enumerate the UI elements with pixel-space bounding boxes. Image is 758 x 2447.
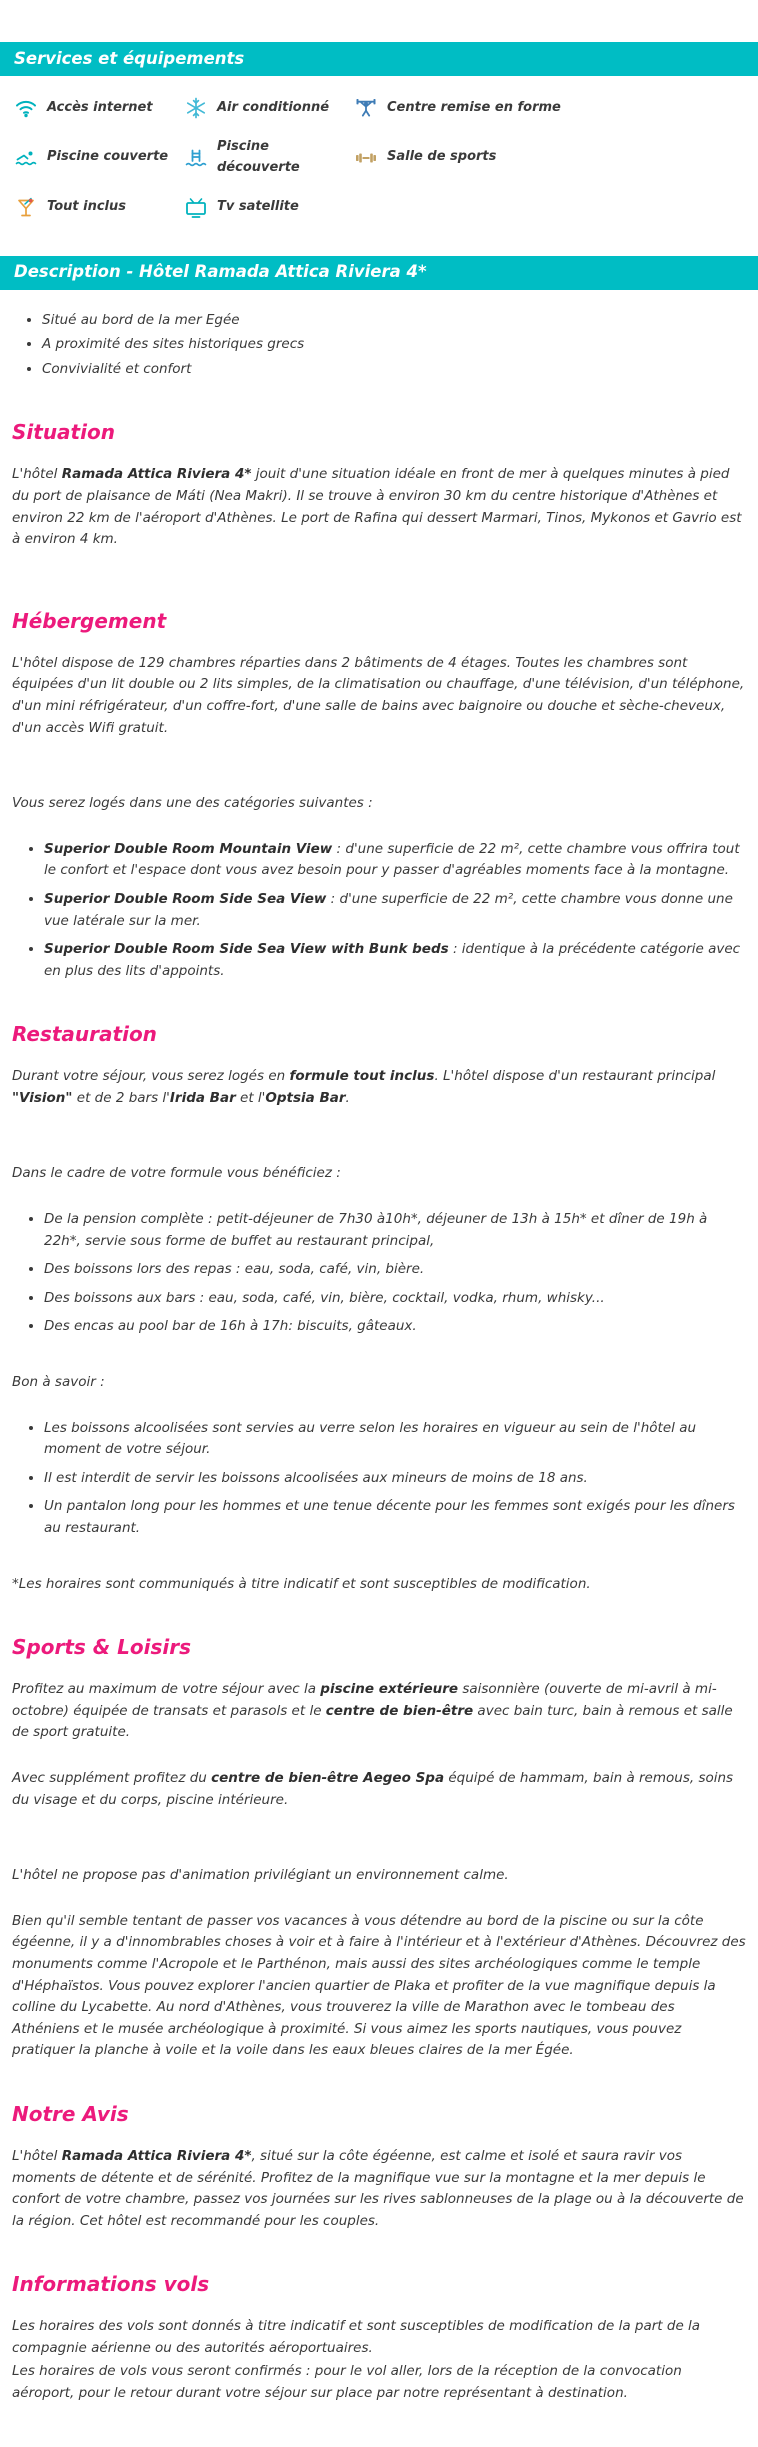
paragraph: L'hôtel Ramada Attica Riviera 4* jouit d'une situation idéale en front de mer à quelques minutes à pied du port de plaisance de Máti (Nea Makri). Il se trouve à environ 30 km du centre historique d'Athènes et environ 22 km de l'aéroport d'Athènes. Le port de Rafina qui dessert Marmari, Tinos, Mykonos et Gavrio est à environ 4 km. [12,466,742,548]
bullet-item: • Superior Double Room Mountain View : d'une superficie de 22 m², cette chambre vous offrira tout le confort et l'espace dont vous avez besoin pour y passer d'agréables moments face à la montagne. [44,839,746,882]
emphasis-text: centre de bien-être [325,1702,474,1719]
bullet-list [12,1209,746,1338]
emphasis-text: formule tout inclus [289,1068,435,1085]
bullet-list [12,1418,746,1540]
bullet-item: • Des encas au pool bar de 16h à 17h: biscuits, gâteaux. [44,1316,746,1338]
section-heading: Notre Avis [12,2101,129,2126]
service-item [354,96,561,120]
content-section [12,2268,746,2404]
section-heading: Situation [12,420,115,445]
service-item [184,96,354,120]
section-heading: Hébergement [12,608,167,633]
description-content [0,310,758,2405]
service-label: Tout inclus [47,199,126,215]
highlight-item: • Situé au bord de la mer Egée [42,310,746,332]
service-item [184,196,354,220]
bullet-item: • Un pantalon long pour les hommes et une tenue décente pour les femmes sont exigés pour les dîners au restaurant. [44,1496,746,1539]
all-inclusive-icon [14,196,38,220]
section-heading: Restauration [12,1022,157,1047]
service-label: Piscine couverte [47,149,169,165]
services-section-header [0,42,758,76]
highlight-item: • A proximité des sites historiques grecs [42,334,746,356]
services-grid [14,96,744,220]
service-label: Centre remise en forme [387,99,561,115]
emphasis-text: Ramada Attica Riviera 4* [61,466,252,483]
content-section [12,2098,746,2232]
highlight-item: • Convivialité et confort [42,359,746,381]
paragraph: Dans le cadre de votre formule vous bénéficiez : [12,1165,341,1182]
service-label: Accès internet [47,99,153,115]
indoor-pool-icon [14,146,38,170]
service-item [184,137,354,179]
bullet-item: • Les boissons alcoolisées sont servies au verre selon les horaires en vigueur au sein de l'hôtel au moment de votre séjour. [44,1418,746,1461]
section-heading: Informations vols [12,2272,210,2297]
service-item [14,137,184,179]
content-section [12,1631,746,2062]
paragraph: Profitez au maximum de votre séjour avec la piscine extérieure saisonnière (ouverte de mi-avril à mi-octobre) équipée de transats et parasols et le centre de bien-être avec bain turc, bain à remous et salle de sport gratuite. [12,1681,733,1741]
service-item [14,196,184,220]
bullet-item: • De la pension complète : petit-déjeuner de 7h30 à10h*, déjeuner de 13h à 15h* et dîner de 19h à 22h*, servie sous forme de buffet au restaurant principal, [44,1209,746,1252]
description-section-header [0,256,758,290]
bullet-list [12,839,746,983]
outdoor-pool-icon [184,146,208,170]
bullet-item: • Il est interdit de servir les boissons alcoolisées aux mineurs de moins de 18 ans. [44,1468,746,1490]
emphasis-text: Superior Double Room Mountain View [44,840,333,857]
service-item [354,137,561,179]
paragraph: Vous serez logés dans une des catégories suivantes : [12,795,373,812]
sports-hall-icon [354,146,378,170]
paragraph: *Les horaires sont communiqués à titre indicatif et sont susceptibles de modification. [12,1575,591,1592]
emphasis-text: Superior Double Room Side Sea View with Bunk beds [44,941,449,958]
fitness-center-icon [354,96,378,120]
section-heading: Sports & Loisirs [12,1635,192,1660]
paragraph: L'hôtel dispose de 129 chambres réparties dans 2 bâtiments de 4 étages. Toutes les chambres sont équipées d'un lit double ou 2 lits simples, de la climatisation ou chauffage, d'une télévision, d'un téléphone, d'un mini réfrigérateur, d'un coffre-fort, d'une salle de bains avec baignoire ou douche et sèche-cheveux, d'un accès Wifi gratuit. [12,654,745,736]
emphasis-text: centre de bien-être Aegeo Spa [211,1769,445,1786]
emphasis-text: Optsia Bar [265,1089,346,1106]
bullet-item: • Des boissons lors des repas : eau, soda, café, vin, bière. [44,1259,746,1281]
paragraph: Bon à savoir : [12,1374,105,1391]
service-label: Piscine découverte [217,139,300,175]
service-label: Salle de sports [387,149,497,165]
emphasis-text: Superior Double Room Side Sea View [44,890,327,907]
service-item [14,96,184,120]
bullet-item: • Des boissons aux bars : eau, soda, café, vin, bière, cocktail, vodka, rhum, whisky... [44,1288,746,1310]
service-label: Tv satellite [217,199,299,215]
paragraph: Les horaires de vols vous seront confirmés : pour le vol aller, lors de la réception de la convocation aéroport, pour le retour durant votre séjour sur place par notre représentant à destination. [12,2363,682,2402]
emphasis-text: "Vision" [12,1089,73,1106]
paragraph: L'hôtel Ramada Attica Riviera 4*, situé sur la côte égéenne, est calme et isolé et saura ravir vos moments de détente et de sérénité. Profitez de la magnifique vue sur la montagne et la mer depuis le confort de votre chambre, passez vos journées sur les rives sablonneuses de la plage ou à la découverte de la région. Cet hôtel est recommandé pour les couples. [12,2147,744,2229]
services-section-title: Services et équipements [14,48,245,68]
content-section [12,605,746,983]
service-label: Air conditionné [217,99,330,115]
satellite-tv-icon [184,196,208,220]
wifi-icon [14,96,38,120]
paragraph: Bien qu'il semble tentant de passer vos vacances à vous détendre au bord de la piscine ou sur la côte égéenne, il y a d'innombrables choses à voir et à faire à l'intérieur et à l'extérieur d'Athènes. Découvrez des monuments comme l'Acropole et le Parthénon, mais aussi des sites archéologiques comme le temple d'Héphaïstos. Vous pouvez explorer l'ancien quartier de Plaka et profiter de la vue magnifique depuis la colline du Lycabette. Au nord d'Athènes, vous trouverez la ville de Marathon avec le tombeau des Athéniens et le musée archéologique à proximité. Si vous aimez les sports nautiques, vous pouvez pratiquer la planche à voile et la voile dans les eaux bleues claires de la mer Égée. [12,1912,746,2059]
content-sections [12,416,746,2404]
emphasis-text: piscine extérieure [320,1681,459,1698]
content-section [12,416,746,550]
emphasis-text: Ramada Attica Riviera 4* [61,2147,252,2164]
paragraph: Les horaires des vols sont donnés à titre indicatif et sont susceptibles de modification de la part de la compagnie aérienne ou des autorités aéroportuaires. [12,2318,701,2356]
air-conditioning-icon [184,96,208,120]
bullet-item: • Superior Double Room Side Sea View with Bunk beds : identique à la précédente catégorie avec en plus des lits d'appoints. [44,939,746,982]
emphasis-text: Irida Bar [169,1089,236,1106]
bullet-item: • Superior Double Room Side Sea View : d'une superficie de 22 m², cette chambre vous donne une vue latérale sur la mer. [44,889,746,932]
content-section [12,1018,746,1595]
paragraph: L'hôtel ne propose pas d'animation privilégiant un environnement calme. [12,1867,509,1884]
paragraph: Durant votre séjour, vous serez logés en formule tout inclus. L'hôtel dispose d'un restaurant principal "Vision" et de 2 bars l'Irida Bar et l'Optsia Bar. [12,1068,716,1106]
highlights-list [12,310,746,381]
paragraph: Avec supplément profitez du centre de bien-être Aegeo Spa équipé de hammam, bain à remous, soins du visage et du corps, piscine intérieure. [12,1769,734,1808]
description-section-title: Description - Hôtel Ramada Attica Riviera 4* [14,262,427,282]
